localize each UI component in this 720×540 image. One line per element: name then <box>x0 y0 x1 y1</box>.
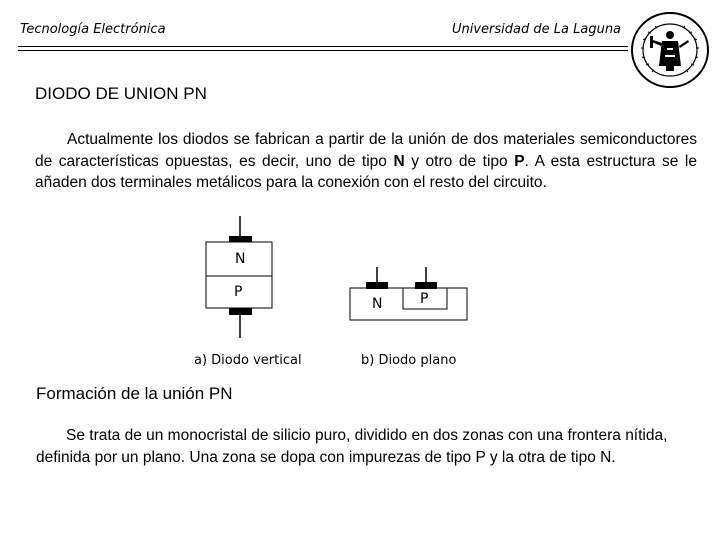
para1-line-4: resto del circuito. <box>429 174 547 191</box>
section-title-formacion: Formación de la unión PN <box>36 384 233 403</box>
para1-line-3: . A esta estructura se le añaden dos terminales metálicos para la conexión con el <box>35 152 697 191</box>
para1-line-1: Actualmente los diodos se fabrican a partir de la unión de dos materiales <box>67 131 575 148</box>
planar-caption: b) Diodo plano <box>361 353 457 368</box>
para1-bold-n: N <box>393 152 405 170</box>
vertical-p-label: P <box>234 284 243 300</box>
section-title-diodo: DIODO DE UNION PN <box>35 84 207 103</box>
planar-n-label: N <box>372 296 383 312</box>
header-right: Universidad de La Laguna <box>452 22 622 37</box>
planar-diode <box>350 267 467 368</box>
para1-bold-p: P <box>514 152 525 170</box>
header-left: Tecnología Electrónica <box>20 22 166 37</box>
section2-paragraph: Se trata de un monocristal de silicio puro, dividido en dos zonas con una frontera nítida, definida por un plano. Una zona se dopa con impurezas de tipo P y la otra de tipo N. <box>36 427 668 466</box>
para1-line-2b: y otro de tipo <box>404 152 508 170</box>
para1-line-2: semiconductores de características opuestas, es decir, uno de tipo <box>35 131 697 170</box>
vertical-caption: a) Diodo vertical <box>194 353 302 368</box>
vertical-diode <box>194 216 302 368</box>
vertical-n-label: N <box>235 251 246 267</box>
planar-p-label: P <box>420 291 429 307</box>
